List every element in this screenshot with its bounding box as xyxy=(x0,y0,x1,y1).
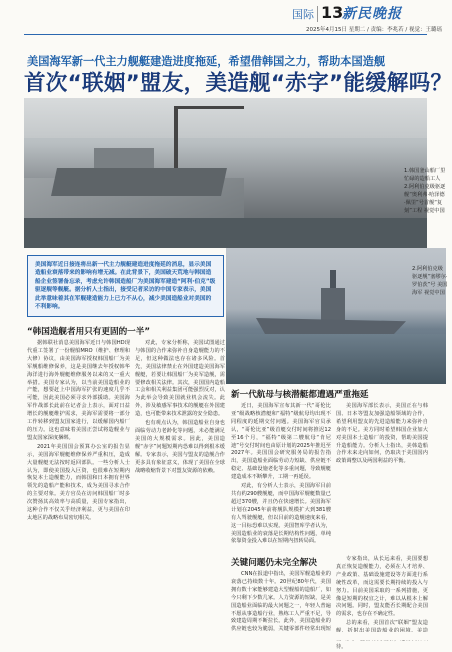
sea-surface xyxy=(226,334,446,384)
article-paragraph: 对此，专家分析称，美国试图通过与韩国的合作来弥补自身造舰能力的不足，但这种做法也存在诸多风险。首先，美国法律禁止在外国建造美国海军舰艇，若要让韩国船厂为美军造舰，需要修改相关法律。其次，美国国内造船工会和相关利益集团可能强烈反对，认为此举会导致美国就业机会流失。此外，涉及敏感军事技术的舰艇在外国建造，也可能带来技术泄露的安全隐患。 xyxy=(135,340,225,418)
article-paragraph: 据韩联社消息美国海军近日与韩国HD现代重工签署了一份舰船MRO（维护、修理和大修）协议，由美国海军授权韩国船厂为美军舰船维修保养，这是美国继去年授权韩华海洋进行海外舰艇维修服务以来的又一重大举措。美国专家认为，以当前美国造船业的产能，想要赶上中国海军扩张的速度几乎不可能，因此美国必须寻求外部援助。美国海军作战部长此前在记者会上表示，面对日益增长的舰艇维护需求，美海军需要将一部分工作转移到盟友国家进行，以缓解国内船厂的压力。这也意味着美国正尝试将造舰业与盟友国家深度捆绑。 xyxy=(27,340,130,441)
crane-arm-shape xyxy=(174,106,244,109)
masthead-logo: 新民晚报 xyxy=(342,6,402,22)
column-1 xyxy=(27,340,130,630)
lead-callout-text: 美国海军近日接连将出新一代主力舰艇建造进度拖延的消息，显示美国造船业衰落带来的影响有增无减。在此背景下，美国破天荒地与韩国造船企业签署备忘录，考虑允许韩国造船厂为美国海军建造“阿利·伯克”级驱逐舰等舰艇。据分析人士指出，接受记者采访的中国专家表示，美国此举意味着其在军舰建造能力上已力不从心，减少美国造船业对美国的不利影响。 xyxy=(35,262,216,311)
article-paragraph: CNN在报道中指出，美国军舰造船业的衰落已持续数十年。20世纪80年代，美国拥有数十家能够建造大型舰船的造船厂，如今只剩下少数几家。人力资源的短缺，是美国造船业面临的最大问题之一，年轻人普遍不愿从事造船行业，熟练工人严重不足，导致建造周期不断拉长。此外，美国造船业的供应链也较为脆弱，关键零部件经常出现短 xyxy=(231,571,331,633)
shipyard-photo-caption: 1.韩国釜山船厂里忙碌的造船工人 2.阿利伯克级驱逐舰“奥利弗·哈泽德·佩里”号首舰“复刻”工程 视觉中国 xyxy=(404,168,446,214)
crane-shape xyxy=(174,106,178,176)
harbor-water xyxy=(24,218,427,248)
article-paragraph: 近日，美国海军宣布其新一代“哥伦比亚”级战略核潜艇和“福特”级航母均出现不同程度的延期交付问题。美国海军官员承认，“哥伦比亚”级首艇交付时间将推迟12至16个月，“福特”级第二艘航母“肯尼迪”号交付时间也由原计划的2025年推迟至2027年。美国国会研究服务局的报告指出，美国造船业面临劳动力短缺、供应链不稳定、基础设施老化等多重问题，导致舰艇建造成本不断攀升，工期一再延误。 xyxy=(231,403,331,481)
column-6 xyxy=(336,556,428,650)
page-footer-margin xyxy=(0,632,450,640)
page-header xyxy=(0,0,450,40)
section-title-1: “韩国造舰者用只有更固的一半” xyxy=(27,327,151,337)
destroyer-photo-caption: 2.阿利伯克级驱逐舰“塞缪尔·罗伯茨”号 美国海军 视觉中国 xyxy=(412,266,448,296)
header-rule xyxy=(24,34,427,35)
article-paragraph: 专家指出，从长远来看，美国要想真正恢复造舰能力，必须在人才培养、产业政策、基础设施建设等方面进行系统性改革，而这需要长期持续的投入与努力。目前美国采取的一系列措施，更像是短期的权宜之计，难以从根本上解决问题。同时，盟友能否长期配合美国的需求，也存在不确定性。 xyxy=(336,556,428,618)
ship-hull-shape xyxy=(51,168,227,196)
article-paragraph: 总的来看，美国首次“联姻”盟友造 待。 xyxy=(336,620,428,650)
shipyard-photo xyxy=(24,98,427,248)
ship-bridge-shape xyxy=(321,288,345,320)
column-4 xyxy=(336,403,428,551)
ship-mast-shape xyxy=(330,270,336,290)
article-paragraph: 也有观点认为，韩国造船业自身也面临劳动力老龄化等问题，未必能满足美国的大规模需求。因此，美国造舰“赤字”问题短期内恐难以得到根本缓解。专家表示，美国与盟友的造舰合作更多具有象征意义，体现了美国在全球战略收缩背景下对盟友资源的依赖。 xyxy=(135,420,225,474)
column-2 xyxy=(135,340,225,630)
section-title-2: 新一代航母与核潜艇都遭遇严重拖延 xyxy=(231,390,369,400)
header-divider xyxy=(317,6,318,22)
headline: 首次“联姻”盟友，美造舰“赤字”能缓解吗？ xyxy=(24,71,452,96)
destroyer-hull-shape xyxy=(256,318,406,334)
section-name: 国际 xyxy=(292,8,314,21)
dateline: 2025年4月15日 星期二 / 责编：李兆若 / 视觉：王璐瑶 xyxy=(306,27,442,33)
lead-callout-box xyxy=(27,255,224,317)
article-paragraph: 2021年美国国会预算办公室的报告显示，美国海军舰艇维修保养严重积压，造成大量舰艇无法按时返回部队。一些分析人士认为，即使美国投入巨资，也很难在短期内恢复本土造舰能力，而韩国和日本拥有世界领先的造船产能和技术，成为美国寻求合作的主要对象。美方官员在访问韩国船厂时多次赞扬其高效率与高质量，美国专家指出，这种合作不仅关乎经济利益，更与美国在印太地区的战略布局密切相关。 xyxy=(27,443,130,521)
photo-sky xyxy=(24,98,427,138)
section-title-3: 关键问题仍未完全解决 xyxy=(231,558,317,568)
column-3 xyxy=(231,403,331,551)
article-paragraph: 美国海军部长表示，美国正在与韩国、日本等盟友加强造船领域的合作，希望利用盟友的先进造船能力来弥补自身的不足。美方同时希望韩国企业加大对美国本土造船厂的投资，帮助美国提升造船能力。分析人士指出，美韩造船合作未来走向如何，仍取决于美国国内政策调整以及两国利益的平衡。 xyxy=(336,403,428,465)
column-5 xyxy=(231,571,331,631)
kicker: 美国海军新一代主力舰艇建造进度拖延，希望借韩国之力，帮助本国造舰 xyxy=(27,55,386,68)
page-number: 13 xyxy=(321,3,344,22)
article-paragraph: 对此，有分析人士表示，美国海军目前共有约290艘舰艇，而中国海军舰艇数量已超过370艘，并且仍在快速增长。美国海军计划在2045年前将舰队规模扩大到381艘有人驾驶舰艇，但以目前的造舰速度来看，这一目标恐难以实现。美国智库学者认为，美国造船业的衰落是长期结构性问题，单纯依靠资金投入难以在短期内扭转局面。 xyxy=(231,483,331,545)
